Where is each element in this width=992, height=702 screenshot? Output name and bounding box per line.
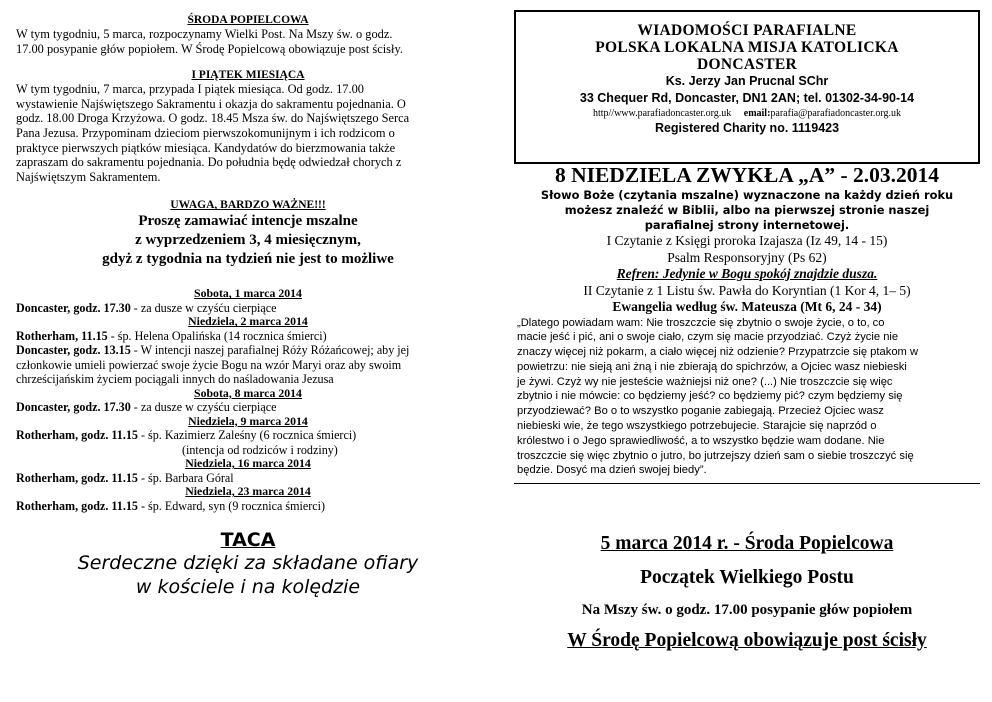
- refren: Refren: Jedynie w Bogu spokój znajdzie dusza.: [616, 266, 878, 281]
- divider: [514, 483, 980, 484]
- intention-place: Rotherham, 11.15: [16, 328, 108, 343]
- parish-header-box: [514, 10, 980, 164]
- intention-entry: [16, 301, 480, 315]
- intention-continuation: członkowie umieli powierzać swoje życie Bogu na wzór Maryi oraz aby swoim: [16, 357, 402, 372]
- text-line: wystawienie Najświętszego Sakramentu i okazja do sakramentu pojednania. O: [16, 96, 406, 111]
- header-city: DONCASTER: [696, 56, 798, 73]
- notice-line: gdyż z tygodnia na tydzień nie jest to możliwe: [102, 251, 394, 268]
- piatek-text: [16, 82, 480, 184]
- intention-text: - za dusze w czyśću cierpiące: [130, 400, 277, 415]
- psalm: Psalm Responsoryjny (Ps 62): [667, 249, 827, 265]
- ash-wednesday-section: [508, 530, 986, 654]
- heading-sroda: ŚRODA POPIELCOWA: [187, 14, 309, 26]
- mass-intentions-list: [0, 287, 496, 513]
- intention-text: - śp. Helena Opalińska (14 rocznica śmierci): [107, 328, 327, 343]
- email-link[interactable]: parafia@parafiadoncaster.org.uk: [770, 108, 902, 119]
- slowo-line: parafialnej strony internetowej.: [644, 218, 850, 232]
- gospel-line: będzie. Dosyć ma dzień swojej biedy”.: [517, 464, 707, 477]
- header-charity: Registered Charity no. 1119423: [654, 121, 840, 135]
- intention-entry: [16, 428, 480, 442]
- slowo-line: możesz znaleźć w Biblii, albo na pierwszej stronie naszej: [564, 203, 930, 217]
- sunday-section: [508, 162, 986, 484]
- intention-text: - śp. Edward, syn (9 rocznica śmierci): [137, 498, 326, 513]
- gospel-line: przyodziewać? Bo o to wszystko poganie zabiegają. Przecież Ojciec wasz: [517, 405, 884, 418]
- intention-date: Sobota, 8 marca 2014: [194, 385, 302, 400]
- slowo-note: [508, 188, 986, 233]
- gospel-line: je żywi. Czyż wy nie jesteście ważniejsi niż one? (...) Nie troszczcie się więc: [517, 375, 893, 388]
- header-mission: POLSKA LOKALNA MISJA KATOLICKA: [595, 39, 899, 56]
- header-priest: Ks. Jerzy Jan Prucnal SChr: [665, 74, 829, 88]
- intention-entry: [16, 499, 480, 513]
- intention-place: Rotherham, godz. 11.15: [16, 470, 138, 485]
- intention-entry: [16, 329, 480, 343]
- heading-piatek: I PIĄTEK MIESIĄCA: [191, 69, 305, 82]
- gospel-line: zbytnio i nie mówcie: co będziemy jeść? co będziemy pić? czym będziemy się: [517, 390, 903, 403]
- heading-uwaga: UWAGA, BARDZO WAŻNE!!!: [170, 199, 326, 212]
- sunday-title: 8 NIEDZIELA ZWYKŁA „A” - 2.03.2014: [554, 163, 940, 187]
- intention-text: - śp. Kazimierz Zaleśny (6 rocznica śmierci): [137, 428, 357, 443]
- taca-line2: w kościele i na kolędzie: [135, 575, 361, 598]
- intention-entry: [16, 400, 480, 414]
- taca-heading: TACA: [220, 528, 276, 551]
- intention-date: Sobota, 1 marca 2014: [194, 286, 302, 301]
- gospel-heading: Ewangelia według św. Mateusza (Mt 6, 24 - 34): [612, 299, 882, 314]
- intention-text: - śp. Barbara Góral: [137, 470, 234, 485]
- email-label: email:: [743, 108, 771, 119]
- gospel-line: „Dlatego powiadam wam: Nie troszczcie się zbytnio o swoje życie, o to, co: [517, 316, 885, 329]
- uwaga-text: [0, 212, 496, 269]
- text-line: W tym tygodniu, 7 marca, przypada I piątek miesiąca. Od godz. 17.00: [16, 82, 364, 97]
- gospel-line: niebieski wie, że tego wszystkiego potrzebujecie. Starajcie się naprzód o: [517, 420, 877, 433]
- text-line: Pana Jezusa. Przypominam dzieciom pierwszokomunijnym i ich rodzicom o: [16, 125, 395, 140]
- intention-date: Niedziela, 9 marca 2014: [188, 413, 308, 428]
- intention-entry: [16, 471, 480, 485]
- text-line: Najświętszym Sakramentem.: [16, 169, 161, 184]
- intention-text: - W intencji naszej parafialnej Róży Różańcowej; aby jej: [130, 343, 410, 358]
- text-line: praktyce pierwszych piątków miesiąca. Kandydatów do bierzmowania także: [16, 140, 396, 155]
- text-line: godz. 18.00 Droga Krzyżowa. O godz. 18.45 Msza św. do Najświętszego Serca: [16, 111, 410, 126]
- ash-title: 5 marca 2014 r. - Środa Popielcowa: [600, 533, 894, 554]
- notice-line: z wyprzedzeniem 3, 4 miesięcznym,: [135, 232, 361, 249]
- header-web: [516, 107, 978, 120]
- sroda-text: [16, 27, 480, 56]
- intention-place: Rotherham, godz. 11.15: [16, 428, 138, 443]
- gospel-line: macie jeść i pić, ani o swoje ciało, czym się macie przyodziać. Czyż życie nie: [517, 331, 899, 344]
- text-line: 17.00 posypanie głów popiołem. W Środę Popielcową obowiązuje post ścisły.: [16, 41, 403, 56]
- intention-entry: [16, 343, 480, 357]
- intention-date: Niedziela, 16 marca 2014: [185, 455, 311, 470]
- intention-place: Doncaster, godz. 13.15: [16, 343, 131, 358]
- reading-2: II Czytanie z 1 Listu św. Pawła do Koryntian (1 Kor 4, 1– 5): [583, 282, 911, 298]
- intention-date: Niedziela, 2 marca 2014: [188, 314, 308, 329]
- gospel-line: królestwo i o Jego sprawiedliwość, a to wszystko będzie wam dodane. Nie: [517, 434, 885, 447]
- intention-place: Doncaster, godz. 17.30: [16, 300, 131, 315]
- intention-date: Niedziela, 23 marca 2014: [185, 483, 311, 498]
- intention-continuation: chrześcijańskim życiem pociągali innych do naśladowania Jezusa: [16, 372, 334, 387]
- header-title: WIADOMOŚCI PARAFIALNE: [637, 22, 857, 39]
- slowo-line: Słowo Boże (czytania mszalne) wyznaczone na każdy dzień roku: [540, 188, 954, 202]
- intention-text: - za dusze w czyśću cierpiące: [130, 300, 277, 315]
- gospel-text: [517, 316, 977, 479]
- intention-place: Rotherham, godz. 11.15: [16, 498, 138, 513]
- taca-line1: Serdeczne dzięki za składane ofiary: [77, 551, 419, 574]
- notice-line: Proszę zamawiać intencje mszalne: [138, 213, 358, 230]
- header-address: 33 Chequer Rd, Doncaster, DN1 2AN; tel. 01302-34-90-14: [579, 91, 915, 105]
- website-link[interactable]: http//www.parafiadoncaster.org.uk: [592, 108, 732, 119]
- ash-fast: W Środę Popielcową obowiązuje post ścisły: [567, 630, 927, 651]
- reading-1: I Czytanie z Księgi proroka Izajasza (Iz 49, 14 - 15): [606, 233, 888, 248]
- gospel-line: powietrzu: nie sieją ani żną i nie zbierają do spichrzów, a Ojciec wasz niebieski: [517, 360, 907, 373]
- ash-line: Na Mszy św. o godz. 17.00 posypanie głów popiołem: [581, 602, 913, 618]
- text-line: W tym tygodniu, 5 marca, rozpoczynamy Wielki Post. Na Mszy św. o godz.: [16, 27, 393, 41]
- gospel-line: troszczcie się więc zbytnio o jutro, bo jutrzejszy dzień sam o siebie troszczyć się: [517, 449, 914, 462]
- gospel-line: znaczy więcej niż pokarm, a ciało więcej niż odzienie? Przypatrzcie się ptakom w: [517, 346, 919, 359]
- left-column: [0, 0, 496, 599]
- intention-note: (intencja od rodziców i rodziny): [182, 442, 338, 457]
- intention-place: Doncaster, godz. 17.30: [16, 400, 131, 415]
- text-line: zapraszam do sakramentu pojednania. Do południa będę odwiedzał chorych z: [16, 155, 402, 170]
- ash-subtitle: Początek Wielkiego Postu: [640, 567, 854, 588]
